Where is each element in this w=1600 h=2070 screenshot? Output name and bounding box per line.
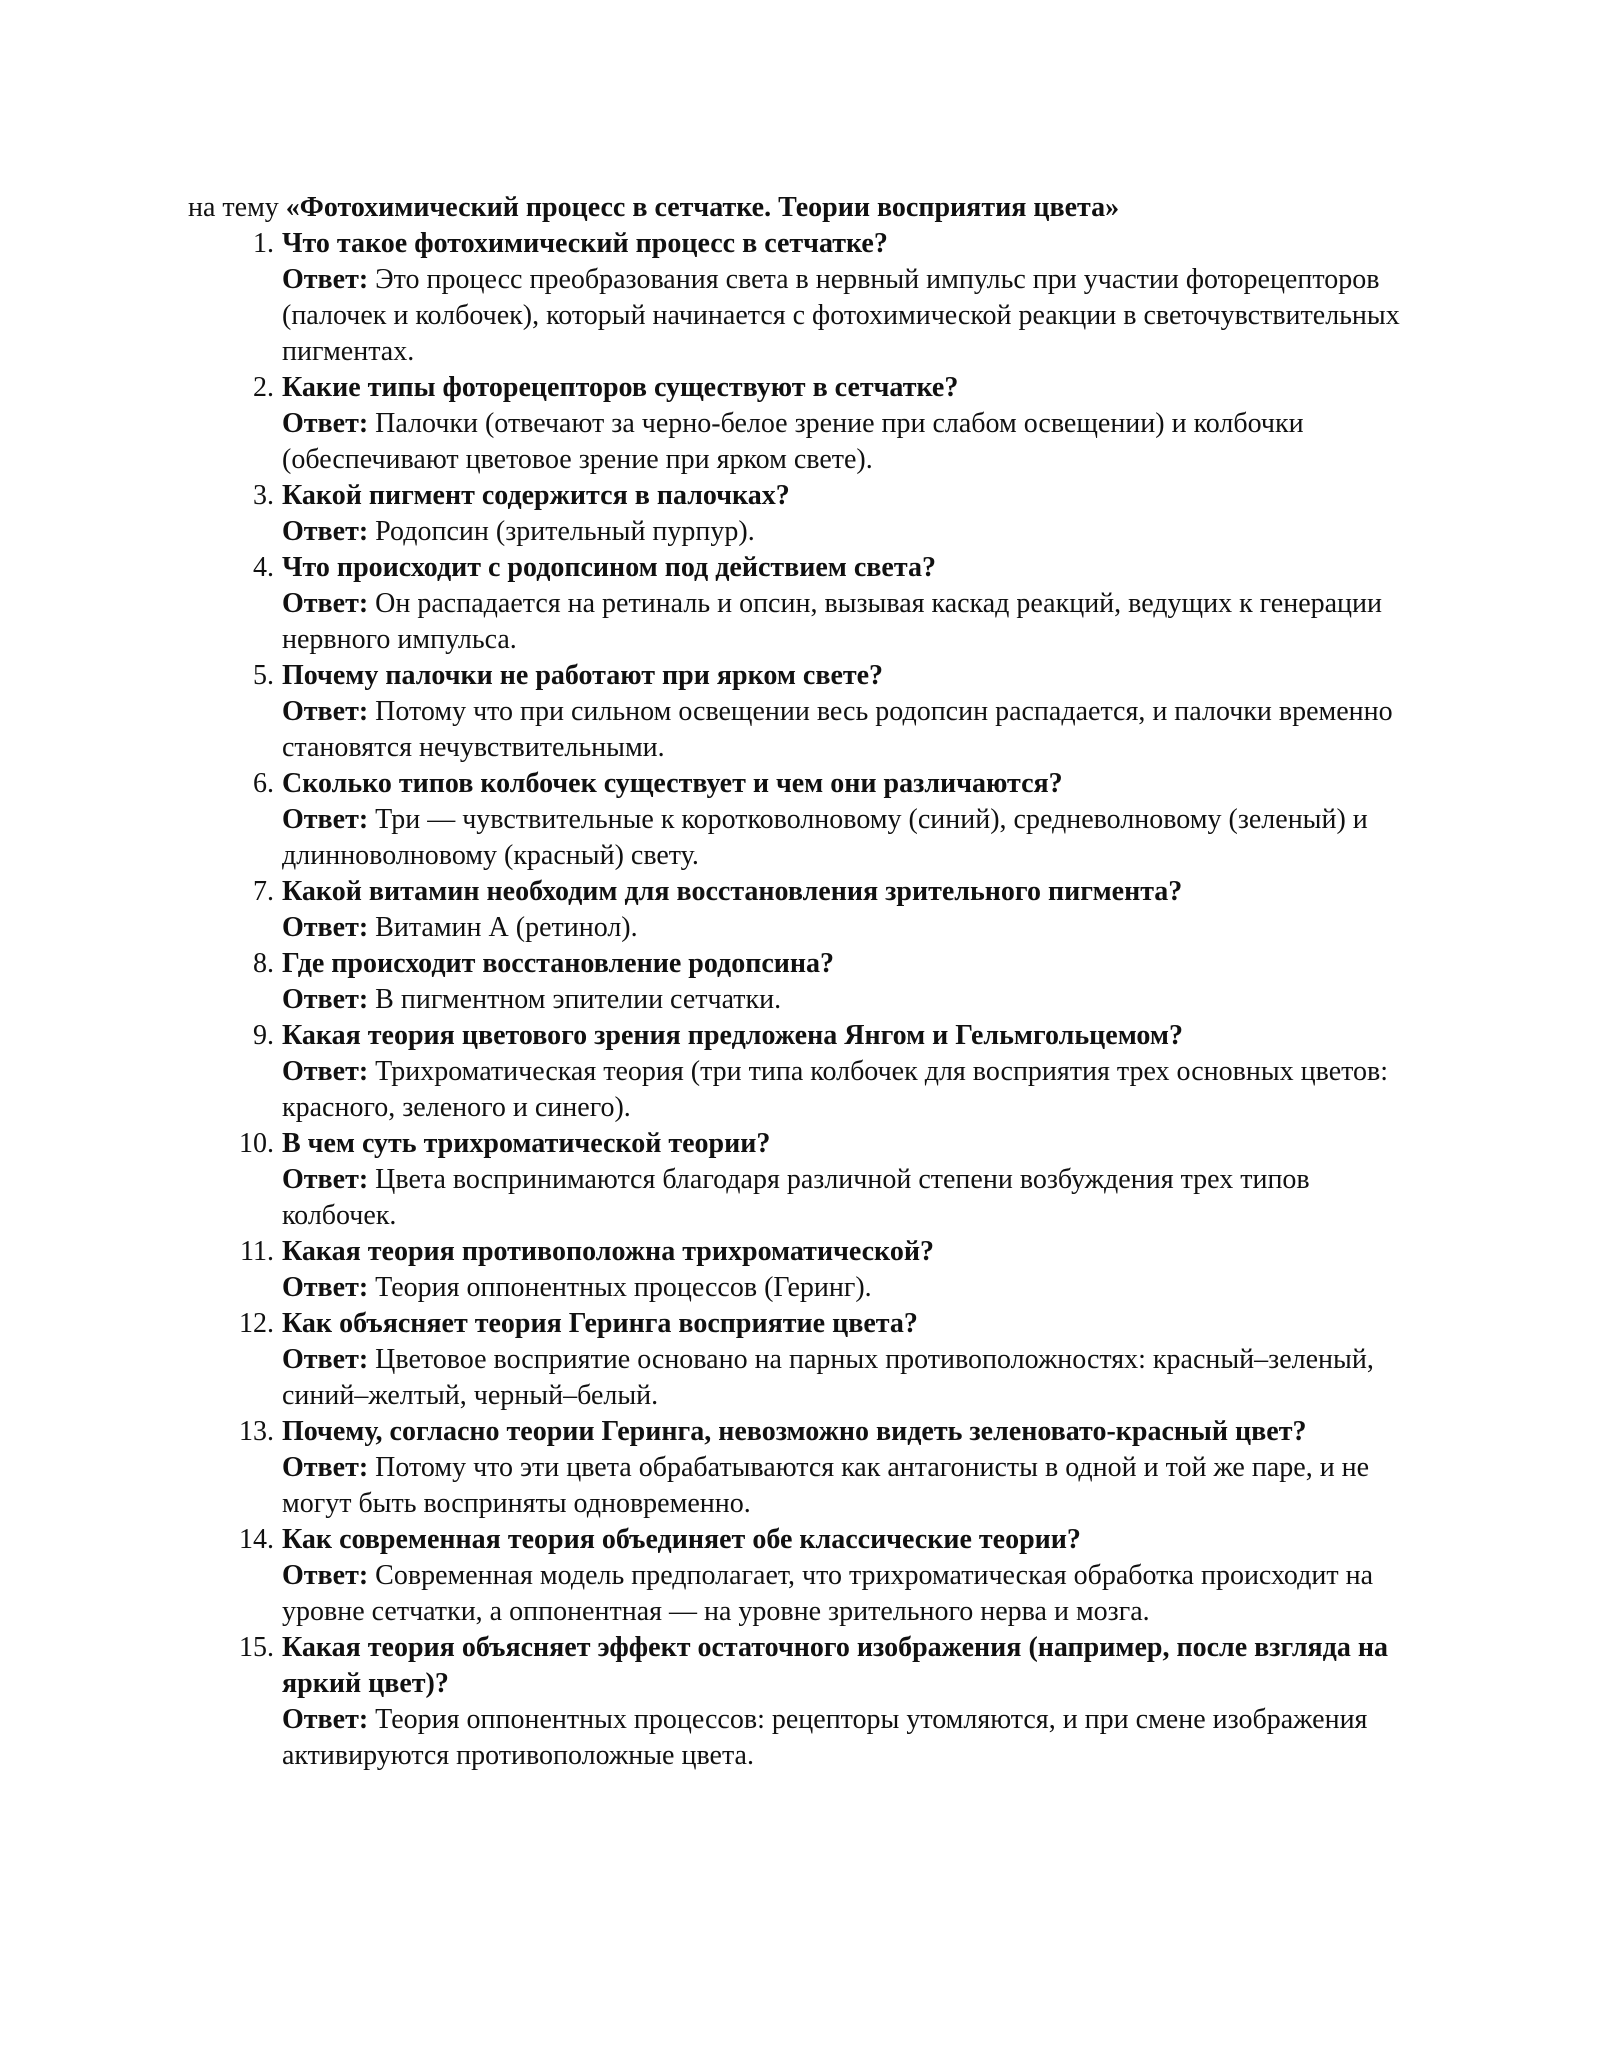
answer-block: [282, 1342, 1402, 1414]
item-number: 2.: [253, 372, 274, 403]
question-text: Почему палочки не работают при ярком свете?: [282, 660, 884, 691]
answer-label: Ответ:: [282, 804, 369, 835]
answer-block: [282, 802, 1402, 874]
question-text: Какой пигмент содержится в палочках?: [282, 480, 790, 511]
answer-label: Ответ:: [282, 1164, 369, 1195]
item-number: 11.: [240, 1236, 274, 1267]
question-text: В чем суть трихроматической теории?: [282, 1128, 771, 1159]
question-text: Какая теория цветового зрения предложена Янгом и Гельмгольцемом?: [282, 1020, 1183, 1051]
item-number: 4.: [253, 552, 274, 583]
answer-text: Трихроматическая теория (три типа колбочек для восприятия трех основных цветов: красного, зеленого и синего).: [282, 1056, 1388, 1123]
answer-text: Потому что при сильном освещении весь родопсин распадается, и палочки временно становятся нечувствительными.: [282, 696, 1393, 763]
item-number: 1.: [253, 228, 274, 259]
question-answer-list: [0, 226, 1600, 1774]
answer-label: Ответ:: [282, 1272, 369, 1303]
question-text: Какие типы фоторецепторов существуют в сетчатке?: [282, 372, 959, 403]
answer-text: В пигментном эпителии сетчатки.: [375, 984, 782, 1015]
list-item: [0, 874, 1402, 946]
heading-title: «Фотохимический процесс в сетчатке. Теории восприятия цвета»: [285, 192, 1120, 223]
item-number: 12.: [239, 1308, 274, 1339]
answer-text: Потому что эти цвета обрабатываются как антагонисты в одной и той же паре, и не могут быть восприняты одновременно.: [282, 1452, 1370, 1519]
answer-text: Три — чувствительные к коротковолновому (синий), средневолновому (зеленый) и длинноволновому (красный) свету.: [282, 804, 1368, 871]
answer-block: [282, 1054, 1402, 1126]
heading-prefix: на тему: [188, 192, 286, 223]
list-item: [0, 226, 1402, 370]
answer-text: Теория оппонентных процессов: рецепторы утомляются, и при смене изображения активируются противоположные цвета.: [282, 1704, 1368, 1771]
answer-block: [282, 586, 1402, 658]
answer-text: Палочки (отвечают за черно-белое зрение при слабом освещении) и колбочки (обеспечивают цветовое зрение при ярком свете).: [282, 408, 1304, 475]
list-item: [0, 1630, 1402, 1774]
answer-label: Ответ:: [282, 1704, 369, 1735]
list-item: [0, 550, 1402, 658]
question-text: Какая теория противоположна трихроматической?: [282, 1236, 934, 1267]
list-item: [0, 766, 1402, 874]
item-number: 10.: [239, 1128, 274, 1159]
answer-text: Он распадается на ретиналь и опсин, вызывая каскад реакций, ведущих к генерации нервного импульса.: [282, 588, 1383, 655]
answer-text: Это процесс преобразования света в нервный импульс при участии фоторецепторов (палочек и колбочек), который начинается с фотохимической реакции в светочувствительных пигментах.: [282, 264, 1400, 367]
answer-block: [282, 406, 1402, 478]
list-item: [0, 370, 1402, 478]
answer-label: Ответ:: [282, 516, 369, 547]
item-number: 15.: [239, 1632, 274, 1663]
item-number: 7.: [253, 876, 274, 907]
list-item: [0, 1522, 1402, 1630]
item-number: 3.: [253, 480, 274, 511]
item-number: 8.: [253, 948, 274, 979]
list-item: [0, 1306, 1402, 1414]
list-item: [0, 946, 1402, 1018]
list-item: [0, 478, 1402, 550]
answer-label: Ответ:: [282, 1344, 369, 1375]
question-text: Как объясняет теория Геринга восприятие цвета?: [282, 1308, 918, 1339]
answer-label: Ответ:: [282, 1452, 369, 1483]
answer-label: Ответ:: [282, 1560, 369, 1591]
answer-label: Ответ:: [282, 696, 369, 727]
answer-block: [282, 1558, 1402, 1630]
list-item: [0, 1234, 1402, 1306]
question-text: Что такое фотохимический процесс в сетчатке?: [282, 228, 888, 259]
answer-label: Ответ:: [282, 912, 369, 943]
list-item: [0, 658, 1402, 766]
answer-text: Теория оппонентных процессов (Геринг).: [375, 1272, 872, 1303]
answer-block: [282, 982, 1402, 1018]
list-item: [0, 1414, 1402, 1522]
answer-text: Родопсин (зрительный пурпур).: [375, 516, 755, 547]
item-number: 5.: [253, 660, 274, 691]
list-item: [0, 1126, 1402, 1234]
list-item: [0, 1018, 1402, 1126]
answer-text: Витамин А (ретинол).: [375, 912, 638, 943]
answer-block: [282, 694, 1402, 766]
answer-label: Ответ:: [282, 984, 369, 1015]
question-text: Сколько типов колбочек существует и чем они различаются?: [282, 768, 1063, 799]
item-number: 14.: [239, 1524, 274, 1555]
question-text: Где происходит восстановление родопсина?: [282, 948, 835, 979]
answer-block: [282, 262, 1402, 370]
answer-label: Ответ:: [282, 588, 369, 619]
question-text: Какая теория объясняет эффект остаточного изображения (например, после взгляда на яркий цвет)?: [282, 1632, 1388, 1699]
document-heading: [188, 190, 1438, 226]
answer-block: [282, 514, 1402, 550]
answer-text: Современная модель предполагает, что трихроматическая обработка происходит на уровне сетчатки, а оппонентная — на уровне зрительного нерва и мозга.: [282, 1560, 1373, 1627]
answer-block: [282, 910, 1402, 946]
answer-block: [282, 1702, 1402, 1774]
answer-text: Цвета воспринимаются благодаря различной степени возбуждения трех типов колбочек.: [282, 1164, 1310, 1231]
answer-block: [282, 1450, 1402, 1522]
question-text: Что происходит с родопсином под действием света?: [282, 552, 936, 583]
answer-label: Ответ:: [282, 408, 369, 439]
item-number: 6.: [253, 768, 274, 799]
question-text: Почему, согласно теории Геринга, невозможно видеть зеленовато-красный цвет?: [282, 1416, 1307, 1447]
answer-text: Цветовое восприятие основано на парных противоположностях: красный–зеленый, синий–желтый, черный–белый.: [282, 1344, 1374, 1411]
answer-block: [282, 1162, 1402, 1234]
item-number: 13.: [239, 1416, 274, 1447]
question-text: Какой витамин необходим для восстановления зрительного пигмента?: [282, 876, 1183, 907]
question-text: Как современная теория объединяет обе классические теории?: [282, 1524, 1081, 1555]
item-number: 9.: [253, 1020, 274, 1051]
answer-label: Ответ:: [282, 1056, 369, 1087]
answer-block: [282, 1270, 1402, 1306]
answer-label: Ответ:: [282, 264, 369, 295]
